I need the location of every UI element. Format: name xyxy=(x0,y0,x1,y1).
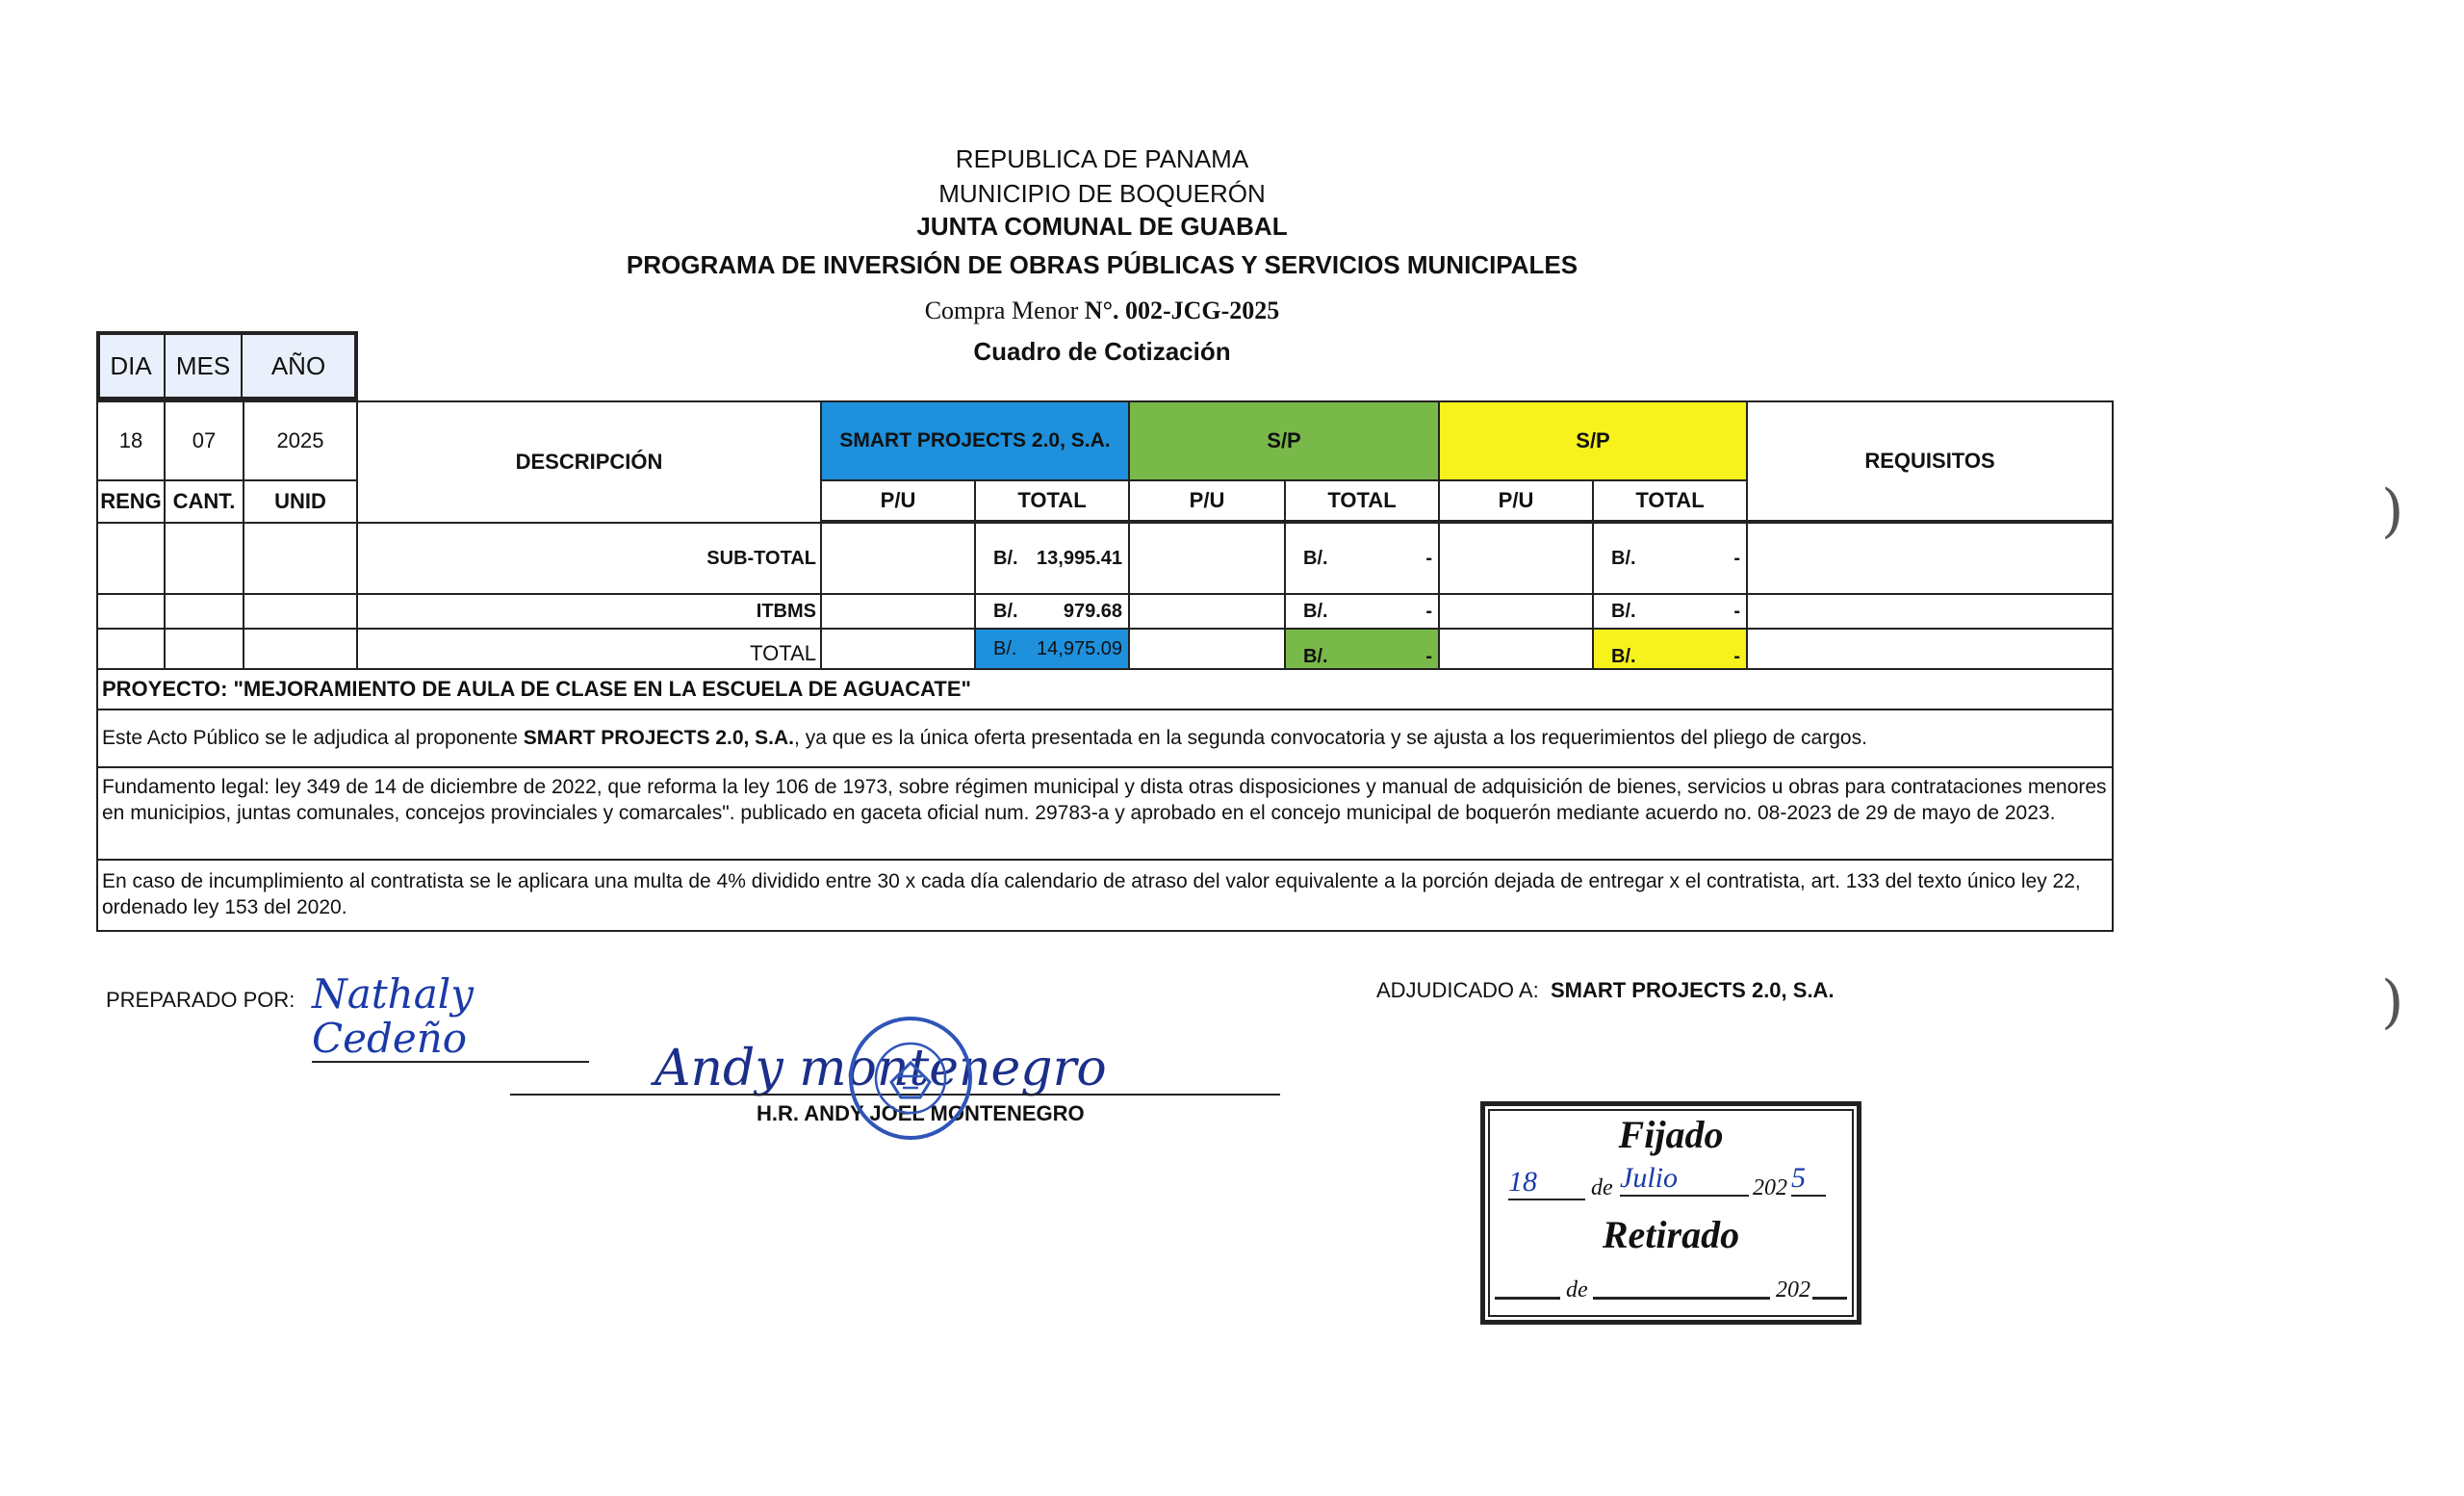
description-header: DESCRIPCIÓN xyxy=(356,400,822,524)
adjudicado-block xyxy=(1376,978,1835,1003)
subtotal-bidder-3-pu xyxy=(1438,522,1594,595)
total-bidder-1-total xyxy=(974,628,1130,670)
anio-label: AÑO xyxy=(270,350,326,380)
amount: - xyxy=(1733,547,1740,569)
subtotal-bidder-3-total xyxy=(1592,522,1748,595)
total-bidder-3-total xyxy=(1592,628,1748,670)
adjudica-row xyxy=(96,709,2114,768)
bidder-3-pu-header: P/U xyxy=(1438,479,1594,524)
bidder-2-pu-header: P/U xyxy=(1128,479,1286,524)
itbms-bidder-2-total xyxy=(1284,593,1440,630)
bidder-1-total-header: TOTAL xyxy=(974,479,1130,524)
total-cant xyxy=(164,628,244,670)
stamp-de-1: de xyxy=(1591,1175,1613,1200)
project-row: PROYECTO: "MEJORAMIENTO DE AULA DE CLASE EN LA ESCUELA DE AGUACATE" xyxy=(96,668,2114,710)
currency: B/. xyxy=(993,637,1017,659)
itbms-cant xyxy=(164,593,244,630)
total-reng xyxy=(96,628,166,670)
fundamento-row: Fundamento legal: ley 349 de 14 de diciembre de 2022, que reforma la ley 106 de 1973, sobre régimen municipal y dista otras disposiciones y manual de adquisición de bienes, servicios u obras para contrataciones menores en municipios, juntas comunales, concejos provinciales y comarcales". publicado en gaceta oficial num. 29783-a y aprobado en el concejo municipal de boquerón mediante acuerdo no. 08-2023 de 29 de mayo de 2023. xyxy=(96,766,2114,861)
mes-value: 07 xyxy=(164,400,244,481)
header-line2: MUNICIPIO DE BOQUERÓN xyxy=(938,179,1266,208)
stamp-fijado-year-digit: 5 xyxy=(1791,1162,1826,1197)
reng-label: RENG xyxy=(96,479,166,524)
currency: B/. xyxy=(1611,600,1636,622)
stamp-retirado-month-line xyxy=(1593,1297,1770,1300)
itbms-bidder-1-total xyxy=(974,593,1130,630)
dia-label: DIA xyxy=(98,333,166,399)
amount: 979.68 xyxy=(1063,600,1122,622)
currency: B/. xyxy=(1303,600,1328,622)
subtotal-cant xyxy=(164,522,244,595)
itbms-label: ITBMS xyxy=(356,593,822,630)
subtotal-label: SUB-TOTAL xyxy=(356,522,822,595)
itbms-bidder-3-total xyxy=(1592,593,1748,630)
stamp-fijado: Fijado xyxy=(1618,1113,1724,1156)
header-line3: JUNTA COMUNAL DE GUABAL xyxy=(916,212,1288,241)
signer-name: H.R. ANDY JOEL MONTENEGRO xyxy=(757,1101,1085,1125)
punch-mark-bottom: ) xyxy=(2381,968,2404,1036)
header-line4: PROGRAMA DE INVERSIÓN DE OBRAS PÚBLICAS Y SERVICIOS MUNICIPALES xyxy=(626,250,1578,279)
total-label: TOTAL xyxy=(356,628,822,670)
subtotal-unid xyxy=(243,522,358,595)
amount: 14,975.09 xyxy=(1037,637,1122,659)
stamp-retirado: Retirado xyxy=(1602,1213,1740,1256)
stamp-de-2: de xyxy=(1566,1277,1588,1303)
subtotal-bidder-2-pu xyxy=(1128,522,1286,595)
adjudicado-name: SMART PROJECTS 2.0, S.A. xyxy=(1550,978,1835,1002)
punch-mark-top: ) xyxy=(2381,477,2404,545)
adjudica-pre: Este Acto Público se le adjudica al proponente xyxy=(102,727,524,749)
total-bidder-2-total xyxy=(1284,628,1440,670)
unid-label: UNID xyxy=(243,479,358,524)
compra-menor xyxy=(0,295,2204,327)
municipal-seal xyxy=(843,1015,978,1142)
itbms-bidder-3-pu xyxy=(1438,593,1594,630)
stamp-retirado-day-line xyxy=(1495,1297,1560,1300)
stamp-year-1: 202 xyxy=(1753,1175,1787,1200)
subtotal-requisitos xyxy=(1746,522,2114,595)
total-requisitos xyxy=(1746,628,2114,670)
bidder-2-name: S/P xyxy=(1128,400,1440,481)
preparado-signature: Nathaly Cedeño xyxy=(312,972,589,1063)
currency: B/. xyxy=(993,600,1018,622)
compra-number: N°. 002-JCG-2025 xyxy=(1084,297,1280,324)
amount: - xyxy=(1733,600,1740,622)
mes-label: MES xyxy=(166,333,243,399)
amount: - xyxy=(1425,646,1432,667)
itbms-bidder-1-pu xyxy=(820,593,976,630)
bidder-1-pu-header: P/U xyxy=(820,479,976,524)
currency: B/. xyxy=(1303,547,1328,569)
subtotal-bidder-2-total xyxy=(1284,522,1440,595)
stamp-year-2: 202 xyxy=(1776,1277,1810,1303)
total-bidder-2-pu xyxy=(1128,628,1286,670)
total-unid xyxy=(243,628,358,670)
dia-value: 18 xyxy=(96,400,166,481)
itbms-unid xyxy=(243,593,358,630)
itbms-bidder-2-pu xyxy=(1128,593,1286,630)
subtotal-bidder-1-total xyxy=(974,522,1130,595)
amount: - xyxy=(1425,600,1432,622)
total-bidder-1-pu xyxy=(820,628,976,670)
compra-prefix: Compra Menor xyxy=(924,297,1079,324)
anio-value: 2025 xyxy=(243,400,358,481)
header-subtitle: Cuadro de Cotización xyxy=(973,337,1231,366)
stamp-fijado-day: 18 xyxy=(1508,1166,1585,1200)
currency: B/. xyxy=(1303,646,1328,667)
currency: B/. xyxy=(1611,547,1636,569)
currency: B/. xyxy=(1611,646,1636,667)
stamp-retirado-year-line xyxy=(1812,1297,1847,1300)
multa-row: En caso de incumplimiento al contratista se le aplicara una multa de 4% dividido entre 30 x cada día calendario de atraso del valor equivalente a la porción dejada de entregar x el contratista, art. 133 del texto único ley 22, ordenado ley 153 del 2020. xyxy=(96,859,2114,932)
itbms-reng xyxy=(96,593,166,630)
stamp-fijado-month: Julio xyxy=(1620,1162,1749,1197)
subtotal-reng xyxy=(96,522,166,595)
bidder-3-name: S/P xyxy=(1438,400,1748,481)
preparado-label: PREPARADO POR: xyxy=(106,988,295,1012)
signer-signature: Andy montenegro xyxy=(654,1040,1107,1097)
bidder-3-total-header: TOTAL xyxy=(1592,479,1748,524)
bidder-2-total-header: TOTAL xyxy=(1284,479,1440,524)
adjudica-post: , ya que es la única oferta presentada en la segunda convocatoria y se ajusta a los requerimientos del pliego de cargos. xyxy=(794,727,1867,749)
adjudica-name: SMART PROJECTS 2.0, S.A. xyxy=(523,727,795,749)
amount: - xyxy=(1425,547,1432,569)
adjudicado-label: ADJUDICADO A: xyxy=(1376,978,1539,1002)
amount: 13,995.41 xyxy=(1037,547,1122,569)
subtotal-bidder-1-pu xyxy=(820,522,976,595)
currency: B/. xyxy=(993,547,1018,569)
header-line1: REPUBLICA DE PANAMA xyxy=(955,144,1249,173)
itbms-requisitos xyxy=(1746,593,2114,630)
requisitos-header: REQUISITOS xyxy=(1746,400,2114,524)
total-bidder-3-pu xyxy=(1438,628,1594,670)
fijado-stamp xyxy=(1480,1101,1861,1325)
amount: - xyxy=(1733,646,1740,667)
bidder-1-name: SMART PROJECTS 2.0, S.A. xyxy=(820,400,1130,481)
cant-label: CANT. xyxy=(164,479,244,524)
